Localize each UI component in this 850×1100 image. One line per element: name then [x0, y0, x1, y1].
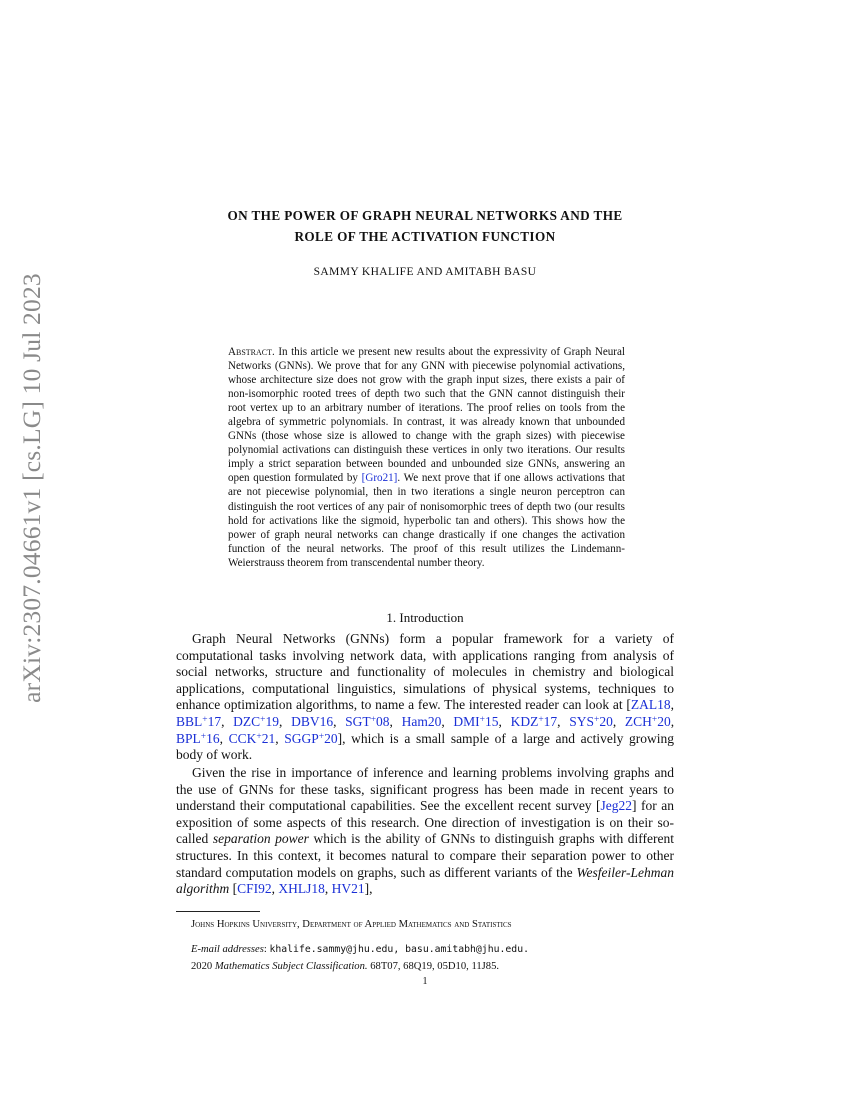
- author-affiliation: Johns Hopkins University, Department of Applied Mathematics and Statistics: [191, 919, 512, 930]
- intro-paragraph-1: Graph Neural Networks (GNNs) form a popular framework for a variety of computational tasks involving network data, with applications ranging from analysis of social networks, structure and functionality of molecules in chemistry and biological applications, computational linguistics, simulations of physical systems, techniques to enhance optimization algorithms, to name a few. The interested reader can look at [ZAL18, BBL+17, DZC+19, DBV16, SGT+08, Ham20, DMI+15, KDZ+17, SYS+20, ZCH+20, BPL+16, CCK+21, SGGP+20], which is a small sample of a large and actively growing body of work.: [176, 631, 675, 763]
- citation-jeg22[interactable]: Jeg22: [600, 798, 633, 814]
- para2-text-2: for an exposition of some aspects of this research. One direction of investigation is on their so-called: [176, 798, 674, 847]
- citation-dmi[interactable]: DMI+15: [453, 713, 499, 729]
- para2-text-4: ,: [369, 881, 373, 897]
- footnote-emails: E-mail addresses: khalife.sammy@jhu.edu, basu.amitabh@jhu.edu.: [191, 944, 529, 955]
- citation-cfi92[interactable]: CFI92: [237, 881, 272, 897]
- citation-kdz[interactable]: KDZ+17: [510, 713, 558, 729]
- citation-sggp[interactable]: SGGP+20: [284, 730, 338, 746]
- abstract-text-1: In this article we present new results about the expressivity of Graph Neural Networks (GNNs). We prove that for any GNN with piecewise polynomial activations, whose architecture size does not grow with the graph input sizes, there exists a pair of non-isomorphic rooted trees of depth two such that the GNN cannot distinguish their root vertex up to an arbitrary number of iterations. The proof relies on tools from the algebra of symmetric polynomials. In contrast, it was already known that unbounded GNNs (those whose size is allowed to change with the graph sizes) with piecewise polynomial activations can distinguish these vertices in only two iterations. Our results imply a strict separation between bounded and unbounded size GNNs, answering an open question formulated by: [228, 346, 625, 485]
- citation-bbl[interactable]: BBL+17: [176, 713, 222, 729]
- para2-emphasis-separation-power: separation power: [212, 831, 309, 847]
- citation-ham20[interactable]: Ham20: [401, 713, 442, 729]
- email-label: E-mail addresses: [191, 944, 264, 955]
- footnote-divider: [176, 911, 260, 912]
- citation-sys[interactable]: SYS+20: [569, 713, 613, 729]
- msc-label: Mathematics Subject Classification.: [214, 961, 368, 972]
- para2-text-1: Given the rise in importance of inference and learning problems involving graphs and the use of GNNs for these tasks, significant progress has been made in recent years to understand their computational capabilities. See the excellent recent survey: [176, 765, 674, 814]
- citation-xhlj18[interactable]: XHLJ18: [278, 881, 325, 897]
- arxiv-sidebar: [8, 268, 56, 708]
- email-addresses[interactable]: khalife.sammy@jhu.edu, basu.amitabh@jhu.edu.: [269, 944, 529, 955]
- title-line-2: ROLE OF THE ACTIVATION FUNCTION: [294, 229, 556, 244]
- para2-emphasis-wl-algorithm: Wesfeiler-Lehman algorithm: [176, 864, 674, 897]
- msc-codes: 68T07, 68Q19, 05D10, 11J85.: [370, 961, 500, 972]
- title-line-1: ON THE POWER OF GRAPH NEURAL NETWORKS AND THE: [227, 208, 623, 223]
- para2-text-3: which is the ability of GNNs to distinguish graphs with different structures. In this context, it becomes natural to compare their separation power to other standard computation models on graphs, such as different variants of the: [176, 831, 675, 880]
- citation-hv21[interactable]: HV21: [331, 881, 365, 897]
- arxiv-identifier[interactable]: arXiv:2307.04661v1 [cs.LG] 10 Jul 2023: [17, 273, 46, 703]
- msc-year: 2020: [191, 961, 213, 972]
- citation-zal18[interactable]: ZAL18: [630, 697, 671, 713]
- abstract: [228, 345, 625, 570]
- footnote-msc: [191, 961, 499, 972]
- para1-text: Graph Neural Networks (GNNs) form a popular framework for a variety of computational tasks involving network data, with applications ranging from analysis of social networks, structure and functionality of molecules in chemistry and biological applications, computational linguistics, simulations of physical systems, techniques to enhance optimization algorithms, to name a few. The interested reader can look at: [176, 631, 674, 713]
- intro-paragraph-2: Given the rise in importance of inference and learning problems involving graphs and the use of GNNs for these tasks, significant progress has been made in recent years to understand their computational capabilities. See the excellent recent survey [Jeg22] for an exposition of some aspects of this research. One direction of investigation is on their so-called separation power which is the ability of GNNs to distinguish graphs with different structures. In this context, it becomes natural to compare their separation power to other standard computation models on graphs, such as different variants of the Wesfeiler-Lehman algorithm [CFI92, XHLJ18, HV21],: [176, 765, 675, 897]
- citation-zch[interactable]: ZCH+20: [624, 713, 671, 729]
- para2-citation-list: CFI92, XHLJ18, HV21: [237, 881, 365, 897]
- abstract-citation-gro21[interactable]: [Gro21]: [361, 472, 398, 485]
- authors: SAMMY KHALIFE AND AMITABH BASU: [313, 266, 537, 278]
- citation-cck[interactable]: CCK+21: [228, 730, 276, 746]
- page-number: 1: [422, 976, 428, 987]
- paper-title: [150, 205, 700, 247]
- citation-dzc[interactable]: DZC+19: [233, 713, 279, 729]
- abstract-label: Abstract.: [228, 346, 275, 358]
- citation-sgt[interactable]: SGT+08: [345, 713, 390, 729]
- section-heading-introduction: 1. Introduction: [386, 610, 464, 625]
- citation-bpl[interactable]: BPL+16: [176, 730, 220, 746]
- para1-text-after: , which is a small sample of a large and actively growing body of work.: [176, 730, 675, 763]
- citation-dbv16[interactable]: DBV16: [291, 713, 334, 729]
- abstract-text-2: . We next prove that if one allows activations that are not piecewise polynomial, then in two iterations a single neuron perceptron can distinguish the root vertices of any pair of nonisomorphic trees of depth two (our results hold for activations like the sigmoid, hyperbolic tan and others). This shows how the power of graph neural networks can change drastically if one changes the activation function of the neural networks. The proof of this result utilizes the Lindemann-Weierstrauss theorem from transcendental number theory.: [228, 472, 625, 569]
- para1-citation-list: ZAL18, BBL+17, DZC+19, DBV16, SGT+08, Ham20, DMI+15, KDZ+17, SYS+20, ZCH+20, BPL+16, CCK+21, SGGP+20: [176, 697, 675, 746]
